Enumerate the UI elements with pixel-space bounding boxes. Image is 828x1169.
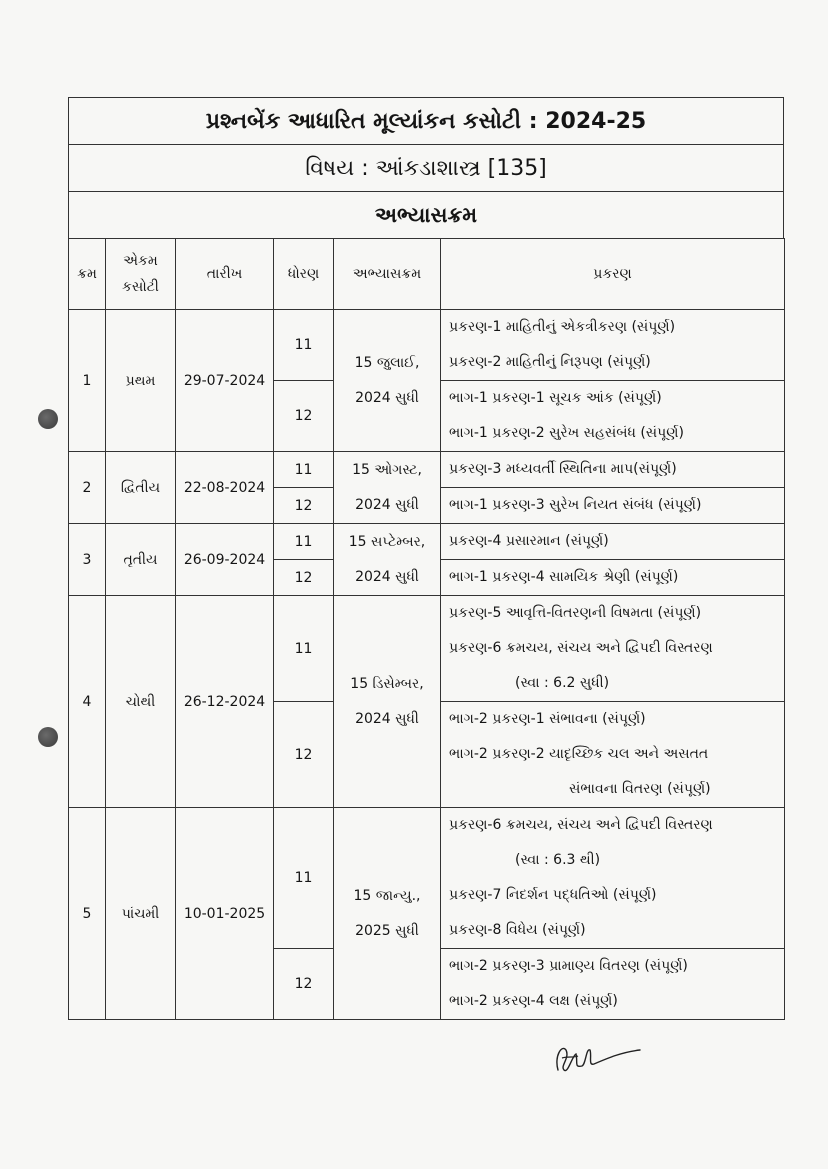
chapter-cell xyxy=(441,488,785,524)
serial-cell: 5 xyxy=(69,808,106,1020)
serial-cell: 2 xyxy=(69,452,106,524)
col-header-syllabus: અભ્યાસક્રમ xyxy=(334,239,441,310)
date-cell: 22-08-2024 xyxy=(176,452,274,524)
chapter-line: ભાગ-2 પ્રકરણ-2 યાદૃચ્છિક ચલ અને અસતત xyxy=(449,746,709,762)
col-header-test: એકમ કસોટી xyxy=(106,239,176,310)
standard-cell: 11 xyxy=(274,524,334,560)
table-row xyxy=(69,808,785,949)
document-title: પ્રશ્નબેંક આધારિત મૂલ્યાંકન કસોટી : 2024-25 xyxy=(68,97,784,144)
test-cell: તૃતીય xyxy=(106,524,176,596)
col-header-serial: ક્રમ xyxy=(69,239,106,310)
standard-cell: 12 xyxy=(274,560,334,596)
syllabus-line: 15 ઓગસ્ટ, xyxy=(352,461,422,478)
chapter-line: ભાગ-1 પ્રકરણ-2 સુરેખ સહસંબંધ (સંપૂર્ણ) xyxy=(449,425,684,441)
syllabus-line: 15 ડિસેમ્બર, xyxy=(350,675,424,692)
chapter-line: ભાગ-1 પ્રકરણ-3 સુરેખ નિયત સંબંધ (સંપૂર્ણ) xyxy=(449,497,702,513)
chapter-cell xyxy=(441,452,785,488)
test-cell: ચોથી xyxy=(106,596,176,808)
col-header-date: તારીખ xyxy=(176,239,274,310)
chapter-cell xyxy=(441,560,785,596)
chapter-line: (સ્વા : 6.3 થી) xyxy=(515,852,601,868)
serial-cell: 1 xyxy=(69,310,106,452)
chapter-cell xyxy=(441,596,785,702)
date-cell: 29-07-2024 xyxy=(176,310,274,452)
punch-hole-top xyxy=(38,409,58,429)
standard-cell: 12 xyxy=(274,381,334,452)
syllabus-cell xyxy=(334,452,441,524)
syllabus-line: 2024 સુધી xyxy=(355,710,419,727)
syllabus-line: 2025 સુધી xyxy=(355,922,419,939)
chapter-line: પ્રકરણ-6 ક્રમચય, સંચય અને દ્વિપદી વિસ્તરણ xyxy=(449,640,713,656)
section-title: અભ્યાસક્રમ xyxy=(68,191,784,238)
chapter-line: પ્રકરણ-4 પ્રસારમાન (સંપૂર્ણ) xyxy=(449,533,609,549)
chapter-cell xyxy=(441,310,785,381)
table-row xyxy=(69,524,785,560)
serial-cell: 4 xyxy=(69,596,106,808)
syllabus-line: 15 સપ્ટેમ્બર, xyxy=(348,533,426,550)
test-cell: પ્રથમ xyxy=(106,310,176,452)
handwritten-signature xyxy=(548,1036,644,1082)
table-row xyxy=(69,310,785,381)
chapter-line: પ્રકરણ-3 મધ્યવર્તી સ્થિતિના માપ(સંપૂર્ણ) xyxy=(449,461,677,477)
chapter-line: (સ્વા : 6.2 સુધી) xyxy=(515,675,610,691)
chapter-line: સંભાવના વિતરણ (સંપૂર્ણ) xyxy=(569,781,711,797)
chapter-line: પ્રકરણ-1 માહિતીનું એકત્રીકરણ (સંપૂર્ણ) xyxy=(449,319,676,335)
chapter-line: પ્રકરણ-8 વિધેય (સંપૂર્ણ) xyxy=(449,922,586,938)
chapter-line: ભાગ-2 પ્રકરણ-4 લક્ષ (સંપૂર્ણ) xyxy=(449,993,618,1009)
syllabus-line: 15 જાન્યુ., xyxy=(353,887,421,904)
chapter-line: પ્રકરણ-2 માહિતીનું નિરૂપણ (સંપૂર્ણ) xyxy=(449,354,651,370)
chapter-line: પ્રકરણ-5 આવૃત્તિ-વિતરણની વિષમતા (સંપૂર્ણ) xyxy=(449,605,702,621)
test-cell: પાંચમી xyxy=(106,808,176,1020)
chapter-line: પ્રકરણ-7 નિદર્શન પદ્ધતિઓ (સંપૂર્ણ) xyxy=(449,887,657,903)
chapter-line: પ્રકરણ-6 ક્રમચય, સંચય અને દ્વિપદી વિસ્તરણ xyxy=(449,817,713,833)
col-header-chapter: પ્રકરણ xyxy=(441,239,785,310)
syllabus-cell xyxy=(334,596,441,808)
chapter-cell xyxy=(441,381,785,452)
standard-cell: 11 xyxy=(274,808,334,949)
col-header-standard: ધોરણ xyxy=(274,239,334,310)
chapter-cell xyxy=(441,524,785,560)
table-row xyxy=(69,452,785,488)
test-cell: દ્વિતીય xyxy=(106,452,176,524)
chapter-line: ભાગ-2 પ્રકરણ-1 સંભાવના (સંપૂર્ણ) xyxy=(449,711,646,727)
standard-cell: 12 xyxy=(274,488,334,524)
chapter-cell xyxy=(441,808,785,949)
syllabus-line: 2024 સુધી xyxy=(355,496,419,513)
date-cell: 26-12-2024 xyxy=(176,596,274,808)
date-cell: 26-09-2024 xyxy=(176,524,274,596)
date-cell: 10-01-2025 xyxy=(176,808,274,1020)
table-header-row xyxy=(69,239,785,310)
syllabus-cell xyxy=(334,808,441,1020)
chapter-line: ભાગ-1 પ્રકરણ-4 સામયિક શ્રેણી (સંપૂર્ણ) xyxy=(449,569,679,585)
syllabus-document xyxy=(68,97,784,1020)
syllabus-line: 2024 સુધી xyxy=(355,568,419,585)
table-row xyxy=(69,596,785,702)
punch-hole-bottom xyxy=(38,727,58,747)
standard-cell: 11 xyxy=(274,452,334,488)
chapter-line: ભાગ-1 પ્રકરણ-1 સૂચક આંક (સંપૂર્ણ) xyxy=(449,390,662,406)
syllabus-table xyxy=(68,238,785,1020)
chapter-cell xyxy=(441,949,785,1020)
standard-cell: 12 xyxy=(274,949,334,1020)
serial-cell: 3 xyxy=(69,524,106,596)
syllabus-cell xyxy=(334,524,441,596)
syllabus-line: 15 જુલાઈ, xyxy=(354,354,420,371)
chapter-cell xyxy=(441,702,785,808)
syllabus-cell xyxy=(334,310,441,452)
standard-cell: 11 xyxy=(274,596,334,702)
chapter-line: ભાગ-2 પ્રકરણ-3 પ્રામાણ્ય વિતરણ (સંપૂર્ણ) xyxy=(449,958,688,974)
subject-title: વિષય : આંકડાશાસ્ત્ર [135] xyxy=(68,144,784,191)
syllabus-line: 2024 સુધી xyxy=(355,389,419,406)
standard-cell: 12 xyxy=(274,702,334,808)
standard-cell: 11 xyxy=(274,310,334,381)
